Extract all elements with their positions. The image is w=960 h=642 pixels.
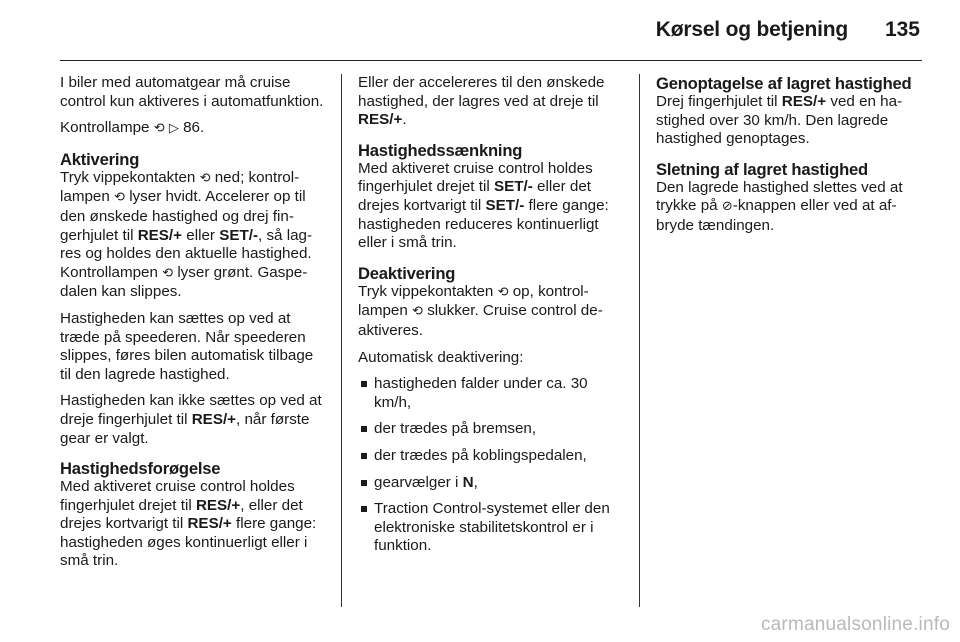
sletning-paragraph: Den lagrede hastighed slettes ved at trykke på ⊘-knappen eller ved at afbryde tændingen. — [656, 178, 903, 234]
column-divider — [639, 74, 640, 607]
deaktivering-list — [358, 375, 624, 556]
cruise-control-icon: ⟲ — [114, 190, 125, 206]
page-title: Kørsel og betjening — [655, 18, 848, 41]
cruise-control-icon: ⟲ — [162, 265, 174, 281]
kontrollampe-reference: Kontrollampe ⟲ ▷ 86. — [60, 119, 205, 137]
aktivering-paragraph-1: Tryk vippekontakten ⟲ ned; kontrollampen ⟲ lyser hvidt. Accelerer op til den ønskede hastighed og drej fingerhjulet til RES/+ eller SET/-, så lagres og holdes den aktuelle hastighed. Kontrollampen ⟲ lyser grønt. Gaspedalen kan slippes. — [60, 168, 313, 301]
heading-genoptagelse: Genoptagelse af lagret hastighed — [656, 74, 912, 93]
forogelse-paragraph: Med aktiveret cruise control holdes fingerhjulet drejet til RES/+, eller det drejes kortvarigt til RES/+ flere gange: hastigheden øges kontinuerligt eller i små trin. — [60, 478, 317, 570]
column-3 — [656, 74, 924, 244]
list-item: der trædes på bremsen, — [358, 420, 624, 439]
watermark: carmanualsonline.info — [760, 614, 950, 635]
deaktivering-paragraph: Tryk vippekontakten ⟲ op, kontrollampen ⟲ slukker. Cruise control deaktiveres. — [358, 282, 603, 339]
section-hastighedssaenkning — [358, 141, 624, 253]
page-header — [0, 0, 960, 62]
cruise-control-icon: ⟲ — [412, 304, 423, 320]
cruise-control-icon: ⟲ — [199, 170, 211, 186]
section-sletning — [656, 160, 924, 236]
cruise-control-icon: ⟲ — [153, 121, 165, 137]
column-1 — [60, 74, 326, 579]
column-2 — [358, 74, 624, 564]
heading-aktivering: Aktivering — [60, 149, 140, 169]
page-number: 135 — [884, 18, 920, 41]
section-deaktivering — [358, 264, 624, 556]
heading-sletning: Sletning af lagret hastighed — [656, 159, 868, 179]
list-item: Traction Control-systemet eller den elektroniske stabilitetskontrol er i funktion. — [358, 500, 624, 556]
section-genoptagelse — [656, 74, 924, 149]
cruise-control-icon: ⟲ — [497, 284, 509, 300]
aktivering-paragraph-2: Hastigheden kan sættes op ved at træde på speederen. Når speederen slippes, føres bilen automatisk tilbage til den lagrede hastighed. — [60, 309, 314, 383]
list-item: der trædes på koblingspedalen, — [358, 447, 624, 466]
column-divider — [341, 74, 342, 607]
cruise-cancel-icon: ⊘ — [721, 199, 733, 215]
reference-arrow-icon: ▷ — [168, 121, 179, 137]
list-item: gearvælger i N, — [358, 474, 624, 493]
header-rule — [60, 60, 922, 61]
heading-hastighedssaenkning: Hastighedssænkning — [358, 140, 523, 160]
list-item: hastigheden falder under ca. 30 km/h, — [358, 375, 624, 412]
col2-intro-paragraph: Eller der accelereres til den ønskede hastighed, der lagres ved at dreje til RES/+. — [358, 74, 605, 129]
section-hastighedsforogelse — [60, 459, 326, 571]
heading-hastighedsforogelse: Hastighedsforøgelse — [60, 459, 221, 479]
section-aktivering — [60, 150, 326, 448]
genoptagelse-paragraph: Drej fingerhjulet til RES/+ ved en hastighed over 30 km/h. Den lagrede hastighed genoptages. — [656, 93, 903, 148]
aktivering-paragraph-3: Hastigheden kan ikke sættes op ved at dreje fingerhjulet til RES/+, når første gear er valgt. — [60, 392, 322, 447]
auto-deaktivering-label: Automatisk deaktivering: — [358, 348, 524, 366]
intro-paragraph: I biler med automatgear må cruise control kun aktiveres i automatfunktion. — [60, 74, 324, 110]
heading-deaktivering: Deaktivering — [358, 263, 456, 283]
saenkning-paragraph: Med aktiveret cruise control holdes fingerhjulet drejet til SET/- eller det drejes kortvarigt til SET/- flere gange: hastigheden reduceres kontinuerligt eller i små trin. — [358, 159, 609, 252]
